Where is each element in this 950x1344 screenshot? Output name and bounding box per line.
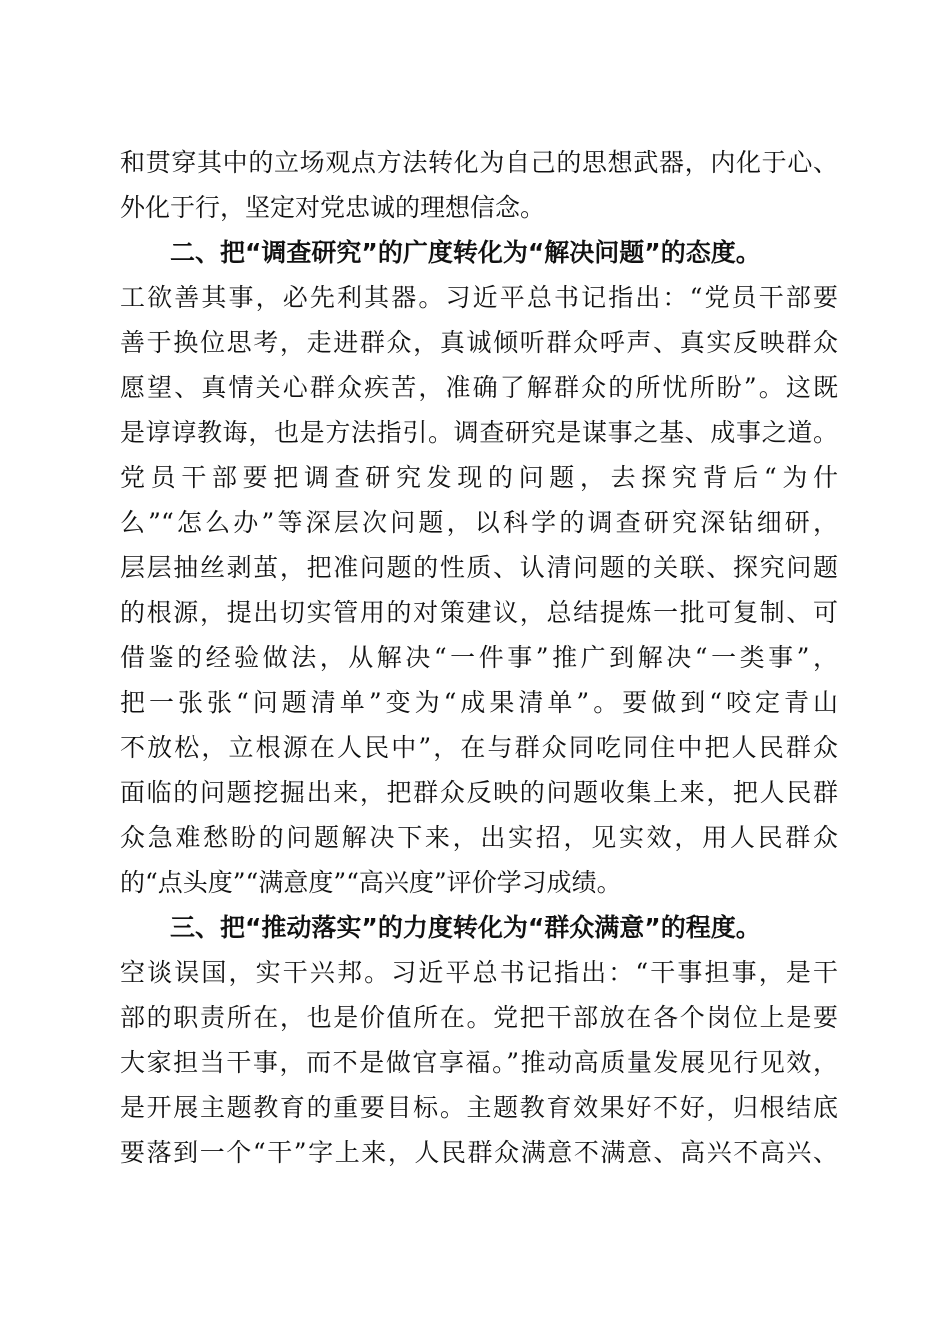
text-line-2: 外化于行，坚定对党忠诚的理想信念。	[120, 193, 546, 222]
text-line-19: 空谈误国，实干兴邦。习近平总书记指出：“干事担事，是干	[120, 958, 838, 987]
text-line-21: 大家担当干事，而不是做官享福。”推动高质量发展见行见效，	[120, 1048, 838, 1077]
text-line-11: 的根源，提出切实管用的对策建议，总结提炼一批可复制、可	[120, 598, 838, 627]
text-line-13: 把一张张“问题清单”变为“成果清单”。要做到“咬定青山	[120, 688, 838, 717]
section-heading-2: 二、把“调查研究”的广度转化为“解决问题”的态度。	[170, 238, 761, 267]
text-line-10: 层层抽丝剥茧，把准问题的性质、认清问题的关联、探究问题	[120, 553, 838, 582]
text-line-8: 党员干部要把调查研究发现的问题，去探究背后“为什	[120, 463, 838, 492]
text-line-16: 众急难愁盼的问题解决下来，出实招，见实效，用人民群众	[120, 823, 838, 852]
section-heading-3: 三、把“推动落实”的力度转化为“群众满意”的程度。	[170, 913, 761, 942]
text-line-14: 不放松，立根源在人民中”，在与群众同吃同住中把人民群众	[120, 733, 838, 762]
text-line-15: 面临的问题挖掘出来，把群众反映的问题收集上来，把人民群	[120, 778, 838, 807]
text-line-20: 部的职责所在，也是价值所在。党把干部放在各个岗位上是要	[120, 1003, 838, 1032]
text-line-6: 愿望、真情关心群众疾苦，准确了解群众的所忧所盼”。这既	[120, 373, 838, 402]
text-line-22: 是开展主题教育的重要目标。主题教育效果好不好，归根结底	[120, 1093, 838, 1122]
text-line-23: 要落到一个“干”字上来，人民群众满意不满意、高兴不高兴、	[120, 1138, 838, 1167]
text-line-7: 是谆谆教诲，也是方法指引。调查研究是谋事之基、成事之道。	[120, 418, 838, 447]
text-line-17: 的“点头度”“满意度”“高兴度”评价学习成绩。	[120, 868, 622, 897]
text-line-5: 善于换位思考，走进群众，真诚倾听群众呼声、真实反映群众	[120, 328, 838, 357]
text-line-1: 和贯穿其中的立场观点方法转化为自己的思想武器，内化于心、	[120, 148, 838, 177]
text-line-12: 借鉴的经验做法，从解决“一件事”推广到解决“一类事”，	[120, 643, 838, 672]
text-line-9: 么”“怎么办”等深层次问题，以科学的调查研究深钻细研，	[120, 508, 838, 537]
document-body	[120, 140, 838, 1175]
text-line-4: 工欲善其事，必先利其器。习近平总书记指出：“党员干部要	[120, 283, 838, 312]
